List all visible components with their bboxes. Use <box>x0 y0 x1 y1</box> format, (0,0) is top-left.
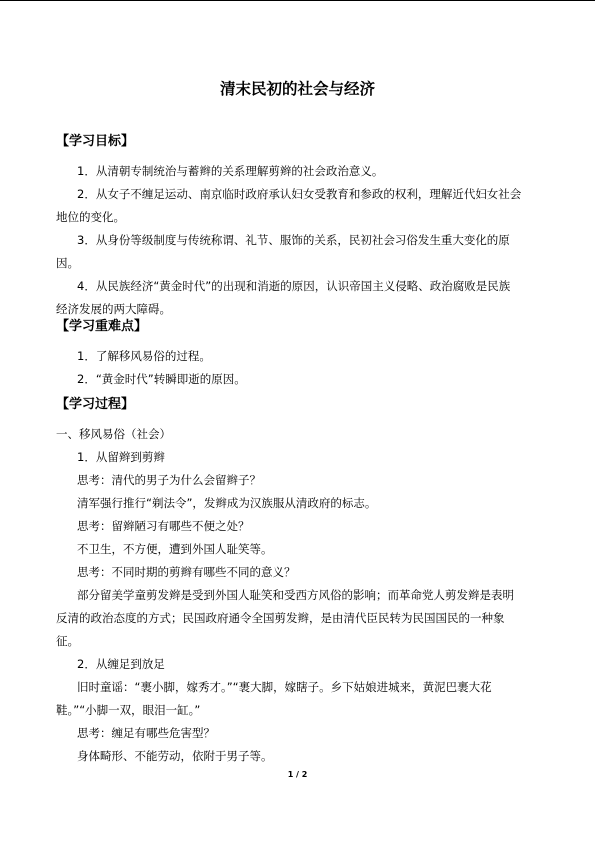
subsection-1-title: 1．从留辫到剪辫 <box>77 450 165 464</box>
subsection-2-title: 2．从缠足到放足 <box>77 657 165 671</box>
question-3: 思考：不同时期的剪辫有哪些不同的意义？ <box>77 565 296 579</box>
answer-1: 清军强行推行“剃法令”，发辫成为汉族服从清政府的标志。 <box>77 496 377 510</box>
rhyme-line-1: 旧时童谣：“裹小脚，嫁秀才。”“裹大脚，嫁瞎子。乡下姑娘进城来，黄泥巴裹大花 <box>77 680 492 694</box>
rhyme-line-2: 鞋。”“小脚一双，眼泪一缸。” <box>56 703 201 717</box>
goal-item-3-cont: 因。 <box>56 256 79 270</box>
section-heading-goals: 【学习目标】 <box>56 134 135 149</box>
answer-3-line-1: 部分留美学童剪发辫是受到外国人耻笑和受西方风俗的影响；而革命党人剪发辫是表明 <box>77 588 514 602</box>
goal-item-2: 2．从女子不缠足运动、南京临时政府承认妇女受教育和参政的权利，理解近代妇女社会 <box>77 187 522 201</box>
answer-2: 不卫生，不方便，遭到外国人耻笑等。 <box>77 542 273 556</box>
key-point-2: 2．“黄金时代”转瞬即逝的原因。 <box>77 372 246 386</box>
goal-item-4-cont: 经济发展的两大障碍。 <box>56 302 171 316</box>
goal-item-3: 3．从身份等级制度与传统称谓、礼节、服饰的关系，民初社会习俗发生重大变化的原 <box>77 233 510 247</box>
goal-item-2-cont: 地位的变化。 <box>56 210 125 224</box>
question-4: 思考：缠足有哪些危害型？ <box>77 726 215 740</box>
section-heading-key-points: 【学习重难点】 <box>56 319 148 334</box>
question-2: 思考：留辫陋习有哪些不便之处？ <box>77 519 250 533</box>
page-number: 1 / 2 <box>287 770 308 779</box>
goal-item-4: 4．从民族经济“黄金时代”的出现和消逝的原因，认识帝国主义侵略、政治腐败是民族 <box>77 279 511 293</box>
top-rule <box>0 0 595 1</box>
goal-item-1: 1．从清朝专制统治与蓄辫的关系理解剪辫的社会政治意义。 <box>77 164 384 178</box>
section-heading-process: 【学习过程】 <box>56 397 135 412</box>
answer-3-line-3: 征。 <box>56 634 79 648</box>
key-point-1: 1．了解移风易俗的过程。 <box>77 349 211 363</box>
answer-3-line-2: 反清的政治态度的方式；民国政府通令全国剪发辫，是由清代臣民转为民国国民的一种象 <box>56 611 505 625</box>
question-1: 思考：清代的男子为什么会留辫子？ <box>77 473 261 487</box>
page-title: 清末民初的社会与经济 <box>219 80 375 98</box>
part-1-title: 一、移风易俗（社会） <box>56 427 171 441</box>
answer-4: 身体畸形、不能劳动，依附于男子等。 <box>77 749 273 763</box>
